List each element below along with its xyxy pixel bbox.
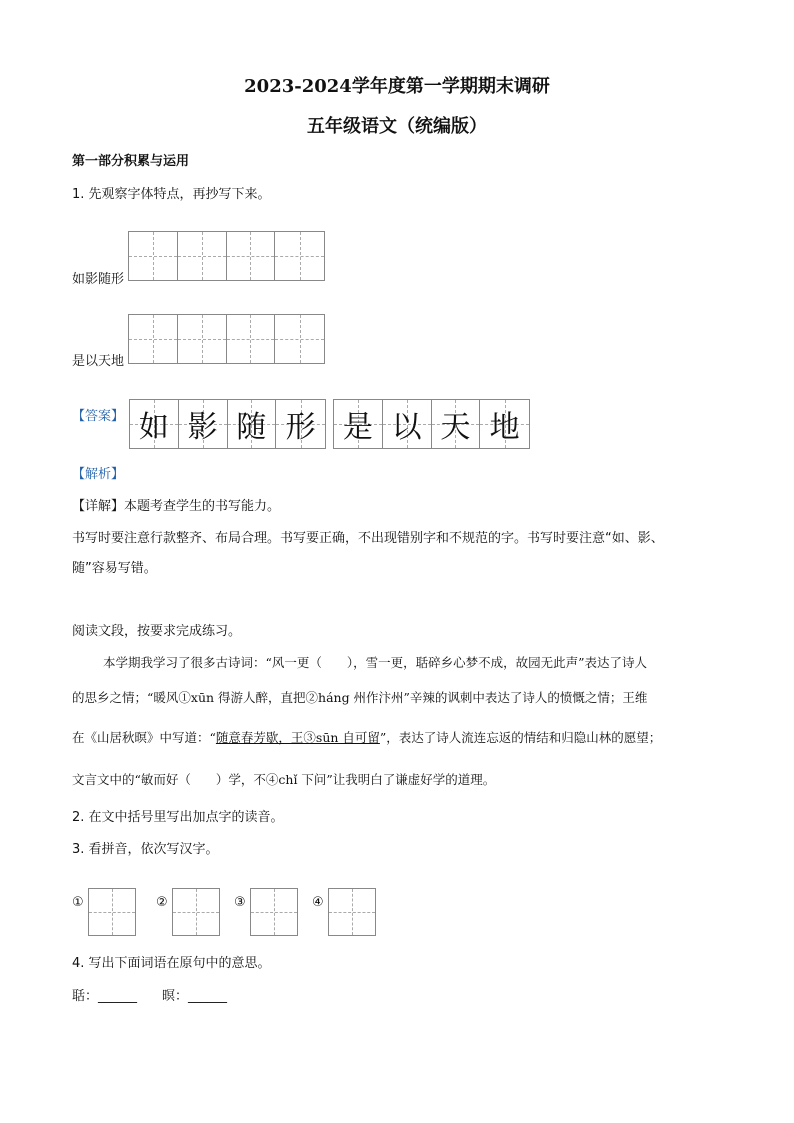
practice-grid-2[interactable] <box>128 314 325 364</box>
analysis-label: 【解析】 <box>72 467 125 482</box>
q3-box-1[interactable] <box>88 888 136 936</box>
q4-item-1[interactable]: 聒：______ <box>72 989 138 1004</box>
detail-text: 【详解】本题考查学生的书写能力。 <box>72 499 281 514</box>
grid-cell[interactable] <box>227 232 276 280</box>
explain-line-1: 书写时要注意行款整齐、布局合理。书写要正确，不出现错别字和不规范的字。书写时要注意“如、影、 <box>72 531 664 546</box>
q4-item-2[interactable]: 暝：______ <box>162 989 228 1004</box>
q3-box-3[interactable] <box>250 888 298 936</box>
answer-char: 影 <box>187 410 218 445</box>
answer-char: 地 <box>489 410 520 445</box>
q4-stem: 4. 写出下面词语在原句中的意思。 <box>72 956 271 971</box>
page-subtitle: 五年级语文（统编版） <box>307 116 487 137</box>
q3-stem: 3. 看拼音，依次写汉字。 <box>72 842 219 857</box>
answer-cell <box>334 400 383 448</box>
phrase-2-label: 是以天地 <box>72 354 125 369</box>
answer-cell <box>276 400 325 448</box>
answer-char: 随 <box>236 410 267 445</box>
q3-label-3: ③ <box>234 895 246 910</box>
answer-grid-1 <box>129 399 326 449</box>
answer-char: 是 <box>342 410 373 445</box>
grid-cell[interactable] <box>129 232 178 280</box>
reading-line-2: 的思乡之情；“暖风①xūn 得游人醉，直把②háng 州作汴州”辛辣的讽刺中表达了诗人的愤慨之情；王维 <box>72 690 648 705</box>
phrase-1-label: 如影随形 <box>72 272 125 287</box>
grid-cell[interactable] <box>275 232 324 280</box>
answer-char: 如 <box>138 410 169 445</box>
answer-char: 形 <box>285 410 316 445</box>
answer-cell <box>228 400 277 448</box>
q1-stem: 1. 先观察字体特点，再抄写下来。 <box>72 187 271 202</box>
answer-label: 【答案】 <box>72 409 125 424</box>
practice-grid-1[interactable] <box>128 231 325 281</box>
q3-label-2: ② <box>156 895 168 910</box>
grid-cell[interactable] <box>178 315 227 363</box>
answer-char: 天 <box>440 410 471 445</box>
grid-cell[interactable] <box>129 315 178 363</box>
q3-box-4[interactable] <box>328 888 376 936</box>
page-title: 2023-2024学年度第一学期期末调研 <box>244 76 550 97</box>
reading-line-4: 文言文中的“敏而好（ ）学，不④chǐ 下问”让我明白了谦虚好学的道理。 <box>72 772 496 787</box>
underlined-quote: 随意春芳歇，王③sūn 自可留 <box>215 730 380 745</box>
grid-cell[interactable] <box>227 315 276 363</box>
answer-cell <box>179 400 228 448</box>
answer-cell <box>432 400 481 448</box>
q3-box-2[interactable] <box>172 888 220 936</box>
reading-line-3-b: ”，表达了诗人流连忘返的情结和归隐山林的愿望； <box>379 730 662 745</box>
answer-cell <box>480 400 529 448</box>
reading-line-1: 本学期我学习了很多古诗词：“风一更（ ），雪一更，聒碎乡心梦不成，故园无此声”表达了诗人 <box>103 655 648 670</box>
grid-cell[interactable] <box>275 315 324 363</box>
answer-cell <box>383 400 432 448</box>
reading-line-3-a: 在《山居秋暝》中写道：“ <box>72 730 216 745</box>
explain-line-2: 随”容易写错。 <box>72 561 157 576</box>
q3-label-1: ① <box>72 895 84 910</box>
section-heading: 第一部分积累与运用 <box>72 154 190 169</box>
grid-cell[interactable] <box>178 232 227 280</box>
q2-stem: 2. 在文中括号里写出加点字的读音。 <box>72 810 284 825</box>
q3-label-4: ④ <box>312 895 324 910</box>
answer-grid-2 <box>333 399 530 449</box>
answer-char: 以 <box>391 410 422 445</box>
answer-cell <box>130 400 179 448</box>
reading-line-3 <box>72 728 661 746</box>
reading-intro: 阅读文段，按要求完成练习。 <box>72 624 242 639</box>
